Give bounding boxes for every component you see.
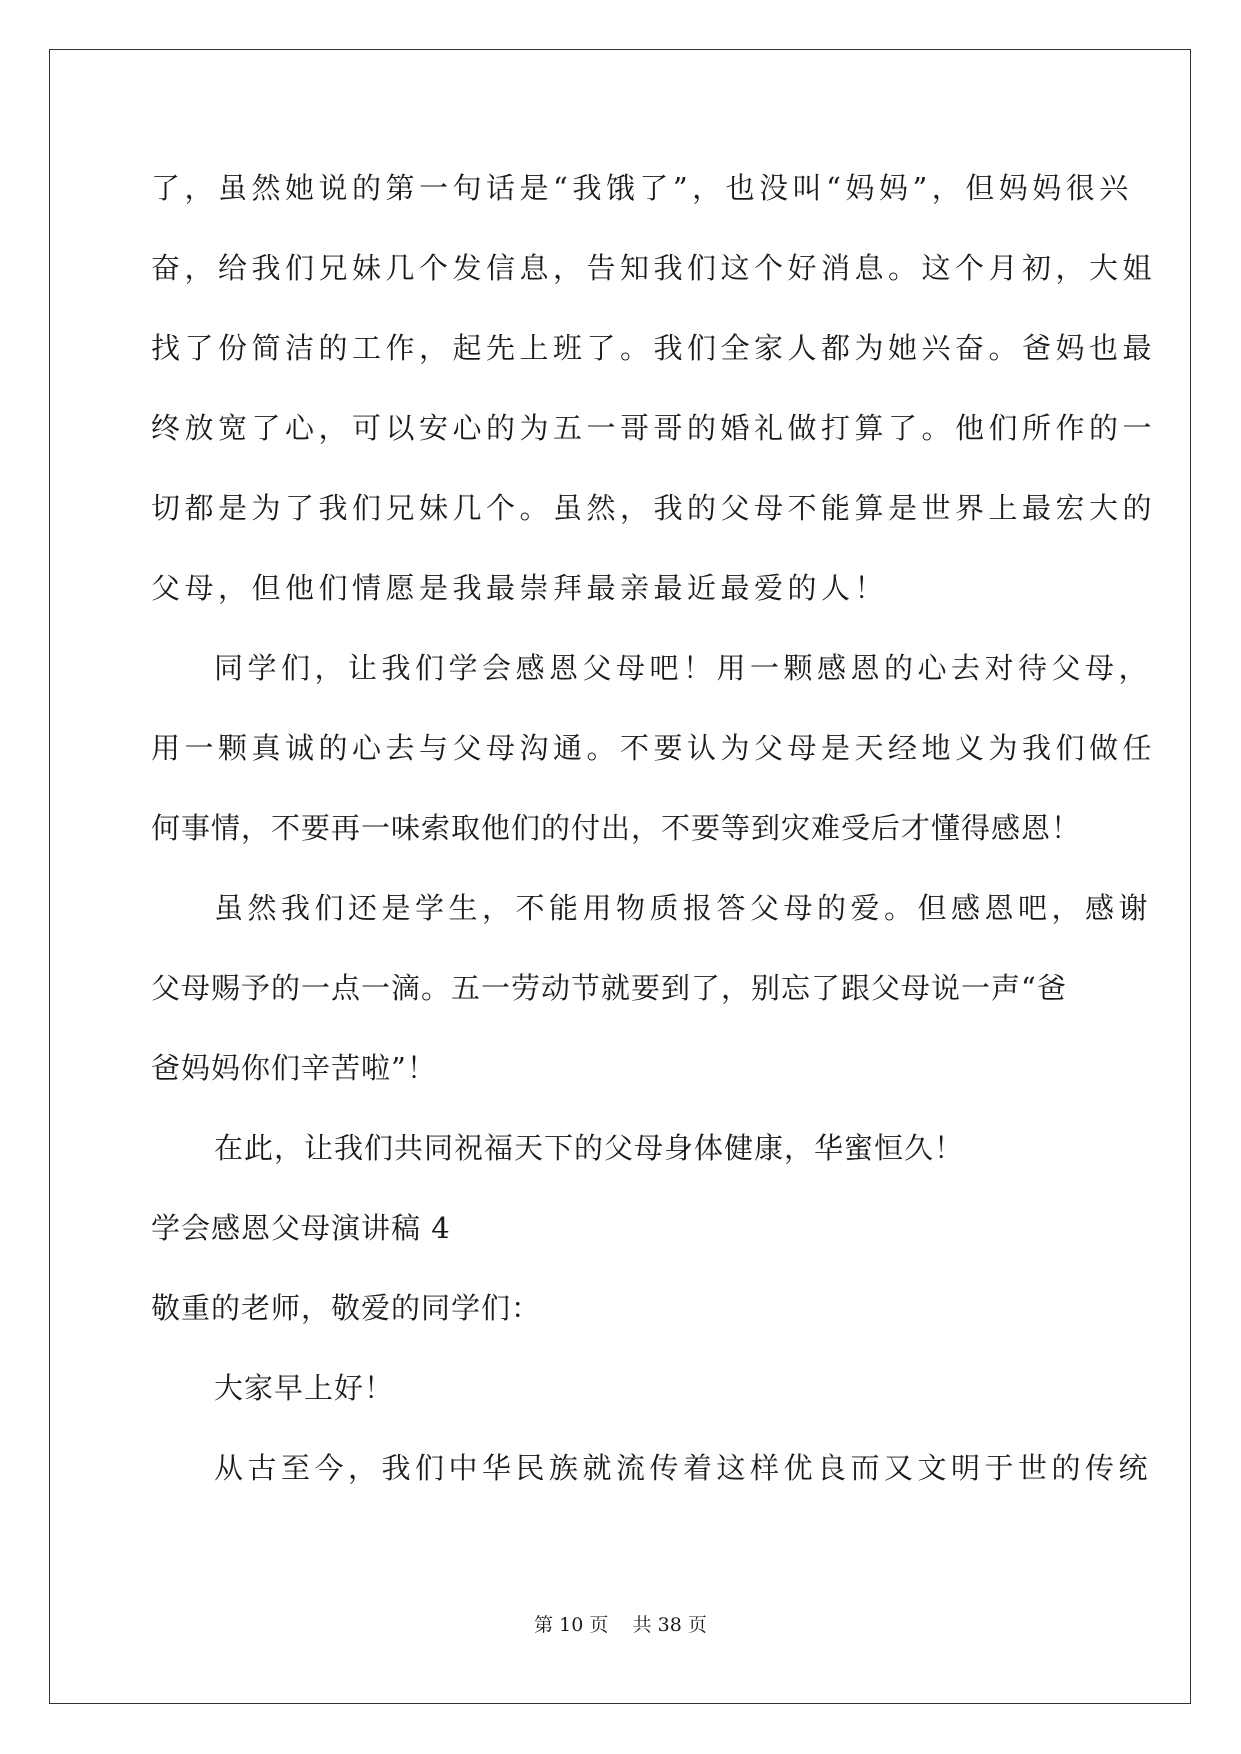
text-line: 奋，给我们兄妹几个发信息，告知我们这个好消息。这个月初，大姐 xyxy=(151,251,1157,285)
paragraph-start: 同学们，让我们学会感恩父母吧！用一颗感恩的心去对待父母， xyxy=(214,651,1153,685)
page-total: 共 38 页 xyxy=(632,1614,707,1636)
paragraph-start: 从古至今，我们中华民族就流传着这样优良而又文明于世的传统 xyxy=(214,1451,1153,1485)
text-line: 用一颗真诚的心去与父母沟通。不要认为父母是天经地义为我们做任 xyxy=(151,731,1157,765)
page-number: 第 10 页 xyxy=(534,1614,609,1636)
text-line: 父母，但他们情愿是我最崇拜最亲最近最爱的人！ xyxy=(151,571,889,605)
text-line: 了，虽然她说的第一句话是“我饿了”，也没叫“妈妈”，但妈妈很兴 xyxy=(151,171,1133,205)
paragraph-start: 虽然我们还是学生，不能用物质报答父母的爱。但感恩吧，感谢 xyxy=(214,891,1153,925)
text-line: 终放宽了心，可以安心的为五一哥哥的婚礼做打算了。他们所作的一 xyxy=(151,411,1157,445)
section-title: 学会感恩父母演讲稿 4 xyxy=(151,1211,451,1245)
paragraph-start: 在此，让我们共同祝福天下的父母身体健康，华蜜恒久！ xyxy=(214,1131,965,1165)
salutation: 敬重的老师，敬爱的同学们： xyxy=(151,1291,542,1325)
text-line: 爸妈妈你们辛苦啦”！ xyxy=(151,1051,437,1085)
greeting: 大家早上好！ xyxy=(214,1371,395,1405)
text-line: 父母赐予的一点一滴。五一劳动节就要到了，别忘了跟父母说一声“爸 xyxy=(151,971,1067,1005)
text-line: 切都是为了我们兄妹几个。虽然，我的父母不能算是世界上最宏大的 xyxy=(151,491,1157,525)
text-line: 找了份简洁的工作，起先上班了。我们全家人都为她兴奋。爸妈也最 xyxy=(151,331,1157,365)
page-footer xyxy=(0,1613,1241,1637)
text-line: 何事情，不要再一味索取他们的付出，不要等到灾难受后才懂得感恩！ xyxy=(151,811,1082,845)
